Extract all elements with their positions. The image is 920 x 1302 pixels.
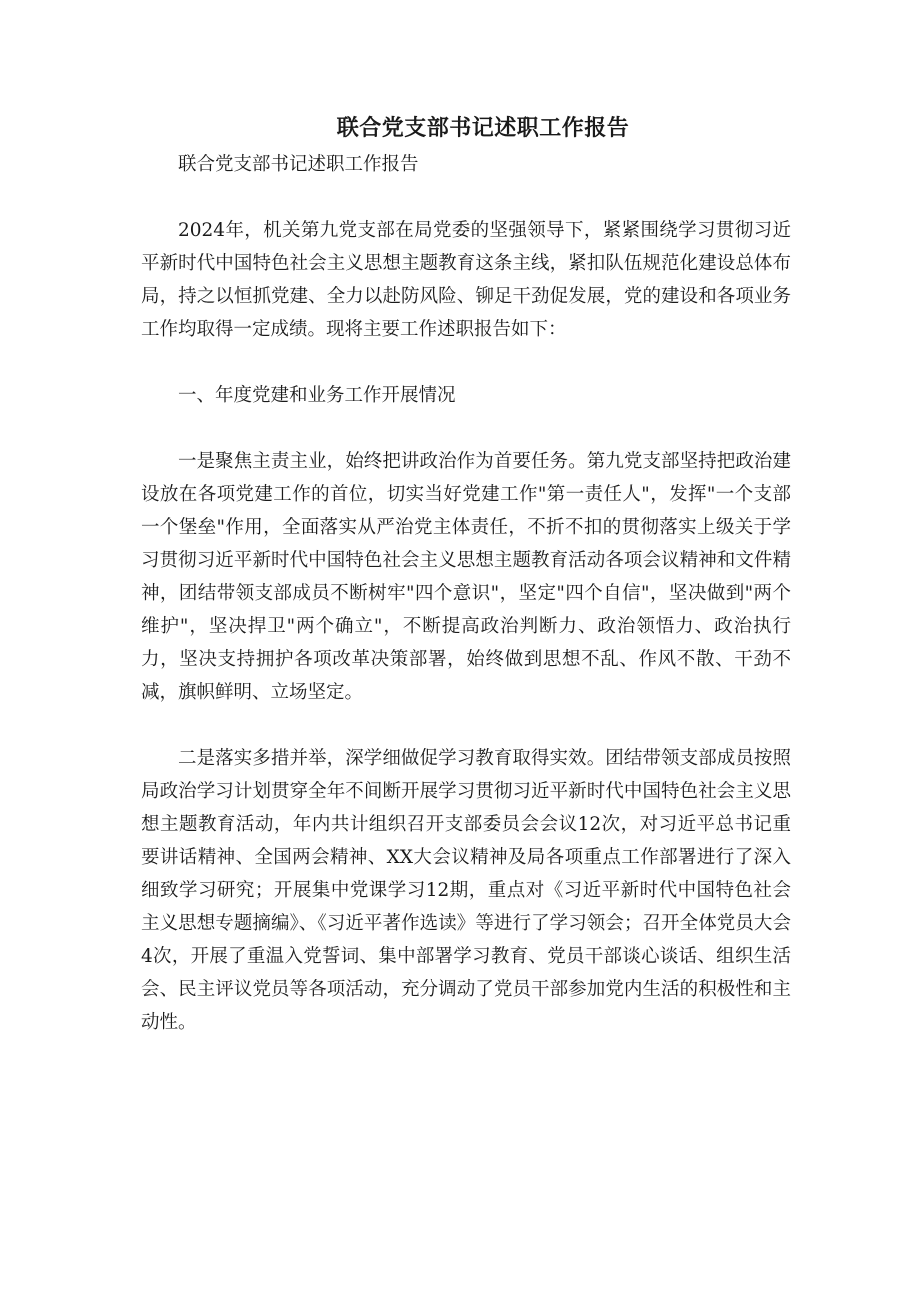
body-paragraph-1: 一是聚焦主责主业，始终把讲政治作为首要任务。第九党支部坚持把政治建设放在各项党建工作的首位，切实当好党建工作"第一责任人"，发挥"一个支部一个堡垒"作用，全面落实从严治党主体责任，不折不扣的贯彻落实上级关于学习贯彻习近平新时代中国特色社会主义思想主题教育活动各项会议精神和文件精神，团结带领支部成员不断树牢"四个意识"，坚定"四个自信"，坚决做到"两个维护"，坚决捍卫"两个确立"，不断提高政治判断力、政治领悟力、政治执行力，坚决支持拥护各项改革决策部署，始终做到思想不乱、作风不散、干劲不减，旗帜鲜明、立场坚定。 xyxy=(141,451,791,703)
document-title: 联合党支部书记述职工作报告 xyxy=(336,116,630,141)
intro-paragraph: 2024年，机关第九党支部在局党委的坚强领导下，紧紧围绕学习贯彻习近平新时代中国特色社会主义思想主题教育这条主线，紧扣队伍规范化建设总体布局，持之以恒抓党建、全力以赴防风险、铆足干劲促发展，党的建设和各项业务工作均取得一定成绩。现将主要工作述职报告如下： xyxy=(141,220,791,340)
document-subtitle: 联合党支部书记述职工作报告 xyxy=(178,154,419,175)
section-heading: 一、年度党建和业务工作开展情况 xyxy=(178,385,456,406)
body-paragraph-2: 二是落实多措并举，深学细做促学习教育取得实效。团结带领支部成员按照局政治学习计划贯穿全年不间断开展学习贯彻习近平新时代中国特色社会主义思想主题教育活动，年内共计组织召开支部委员会会议12次，对习近平总书记重要讲话精神、全国两会精神、XX大会议精神及局各项重点工作部署进行了深入细致学习研究；开展集中党课学习12期，重点对《习近平新时代中国特色社会主义思想专题摘编》、《习近平著作选读》等进行了学习领会；召开全体党员大会4次，开展了重温入党誓词、集中部署学习教育、党员干部谈心谈话、组织生活会、民主评议党员等各项活动，充分调动了党员干部参加党内生活的积极性和主动性。 xyxy=(141,748,791,1033)
document-body xyxy=(141,148,791,1039)
